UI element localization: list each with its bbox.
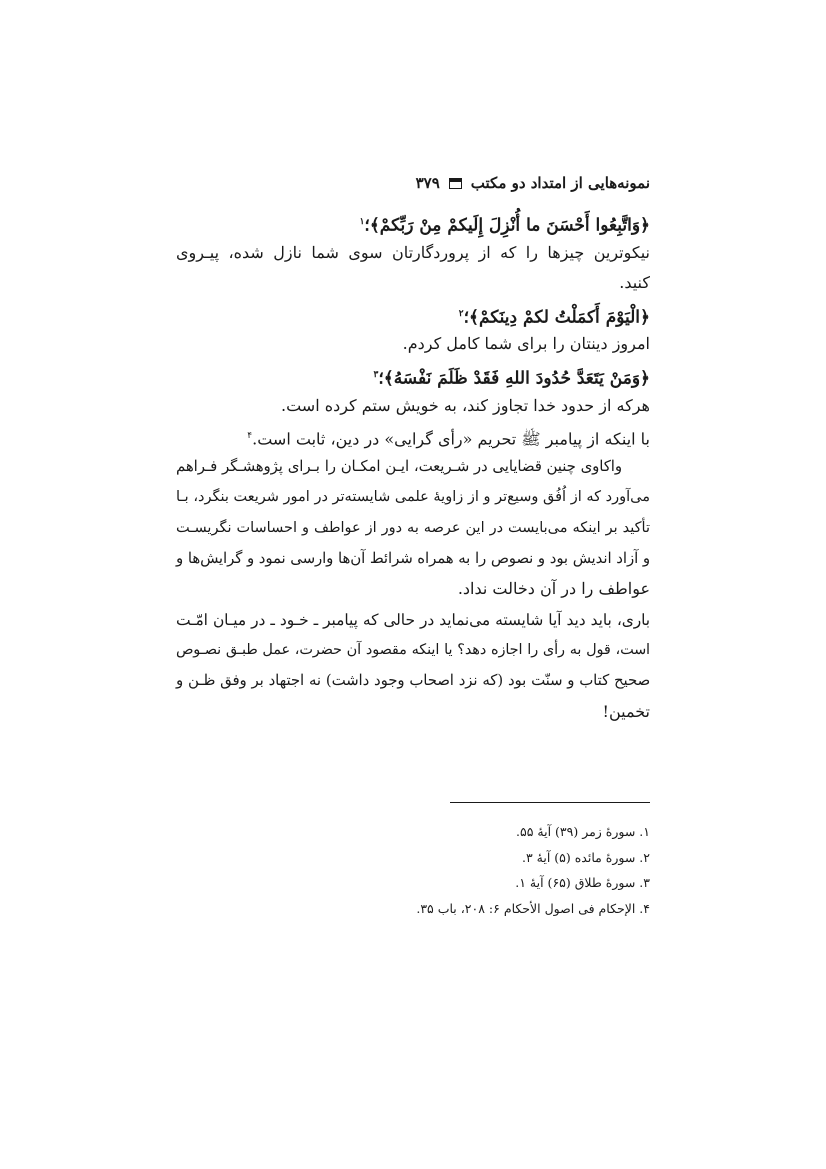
paragraph-line: است، قول به رأی را اجازه دهد؟ یا اینکه مقصود آن حضرت، عمل طبـق نصـوص bbox=[176, 642, 650, 659]
header-title: نمونه‌هایی از امتداد دو مکتب bbox=[470, 174, 650, 192]
footnote: ۳. سورهٔ طلاق (۶۵) آیهٔ ۱. bbox=[515, 875, 650, 890]
page-number: ۳۷۹ bbox=[415, 174, 440, 192]
footnote: ۲. سورهٔ مائده (۵) آیهٔ ۳. bbox=[521, 849, 650, 865]
footnote: ۴. الإحکام فی اصول الأحکام ۶: ۲۰۸، باب ۳۵. bbox=[416, 900, 650, 916]
header-square-icon bbox=[449, 178, 462, 189]
translation-line: امروز دینتان را برای شما کامل کردم. bbox=[402, 334, 650, 354]
footnote-ref-3: ۳ bbox=[373, 369, 379, 380]
paragraph-line: تخمین! bbox=[602, 701, 650, 721]
quran-verse-3: ﴿وَمَنْ يَتَعَدَّ حُدُودَ اللهِ فَقَدْ ظَلَمَ نَفْسَهُ﴾؛$^۳$ bbox=[373, 368, 650, 389]
quran-verse-1: ﴿وَاتَّبِعُوا أَحْسَنَ ما أُنْزِلَ إِلَيكمْ مِنْ رَبِّكمْ﴾؛$^۱$ bbox=[359, 215, 650, 236]
paragraph-line: باری، باید دید آیا شایسته می‌نماید در حالی که پیامبر ـ خـود ـ در میـان امّـت bbox=[176, 610, 650, 629]
footnote-ref-1: ۱ bbox=[359, 217, 365, 227]
paragraph-line: تأکید بر اینکه می‌بایست در این عرصه به دور از عواطف و احساسات نگریسـت bbox=[176, 519, 650, 536]
paragraph-line: با اینکه از پیامبر ﷺ تحریم «رأی گرایی» در دین، ثابت است.$^۴$ bbox=[247, 429, 650, 449]
translation-line: هرکه از حدود خدا تجاوز کند، به خویش ستم کرده است. bbox=[280, 395, 650, 415]
quran-verse-2: ﴿الْيَوْمَ أَكمَلْتُ لكمْ دِينَكمْ﴾؛$^۲$ bbox=[458, 307, 650, 328]
paragraph-line: واکاوی چنین قضایایی در شـریعت، ایـن امکـان را بـرای پژوهشـگر فـراهم bbox=[176, 457, 622, 475]
footnote: ۱. سورهٔ زمر (۳۹) آیهٔ ۵۵. bbox=[516, 824, 650, 839]
translation-line: کنید. bbox=[619, 273, 650, 293]
running-header bbox=[176, 170, 650, 196]
footnote-ref-2: ۲ bbox=[458, 308, 464, 319]
paragraph-line: می‌آورد که از اُفُق وسیع‌تر و از زاویهٔ علمی شایسته‌تر در امور شریعت بنگرد، بـا bbox=[176, 489, 650, 506]
book-page bbox=[176, 0, 650, 1169]
main-text bbox=[176, 207, 650, 727]
paragraph-line: عواطف را در آن دخالت نداد. bbox=[457, 579, 650, 599]
footnote-ref-4: ۴ bbox=[247, 431, 253, 442]
paragraph-line: صحیح کتاب و سنّت بود (که نزد اصحاب وجود داشت) نه اجتهاد بر وفق ظـن و bbox=[176, 671, 650, 689]
translation-line: نیکوترین چیزها را که از پروردگارتان سوی شما نازل شده، پیـروی bbox=[176, 242, 651, 262]
paragraph-line: و آزاد اندیش بود و نصوص را به همراه شرائط آن‌ها وارسی نمود و گرایش‌ها و bbox=[176, 549, 650, 567]
footnote-divider bbox=[450, 802, 650, 803]
footnotes bbox=[176, 819, 650, 921]
